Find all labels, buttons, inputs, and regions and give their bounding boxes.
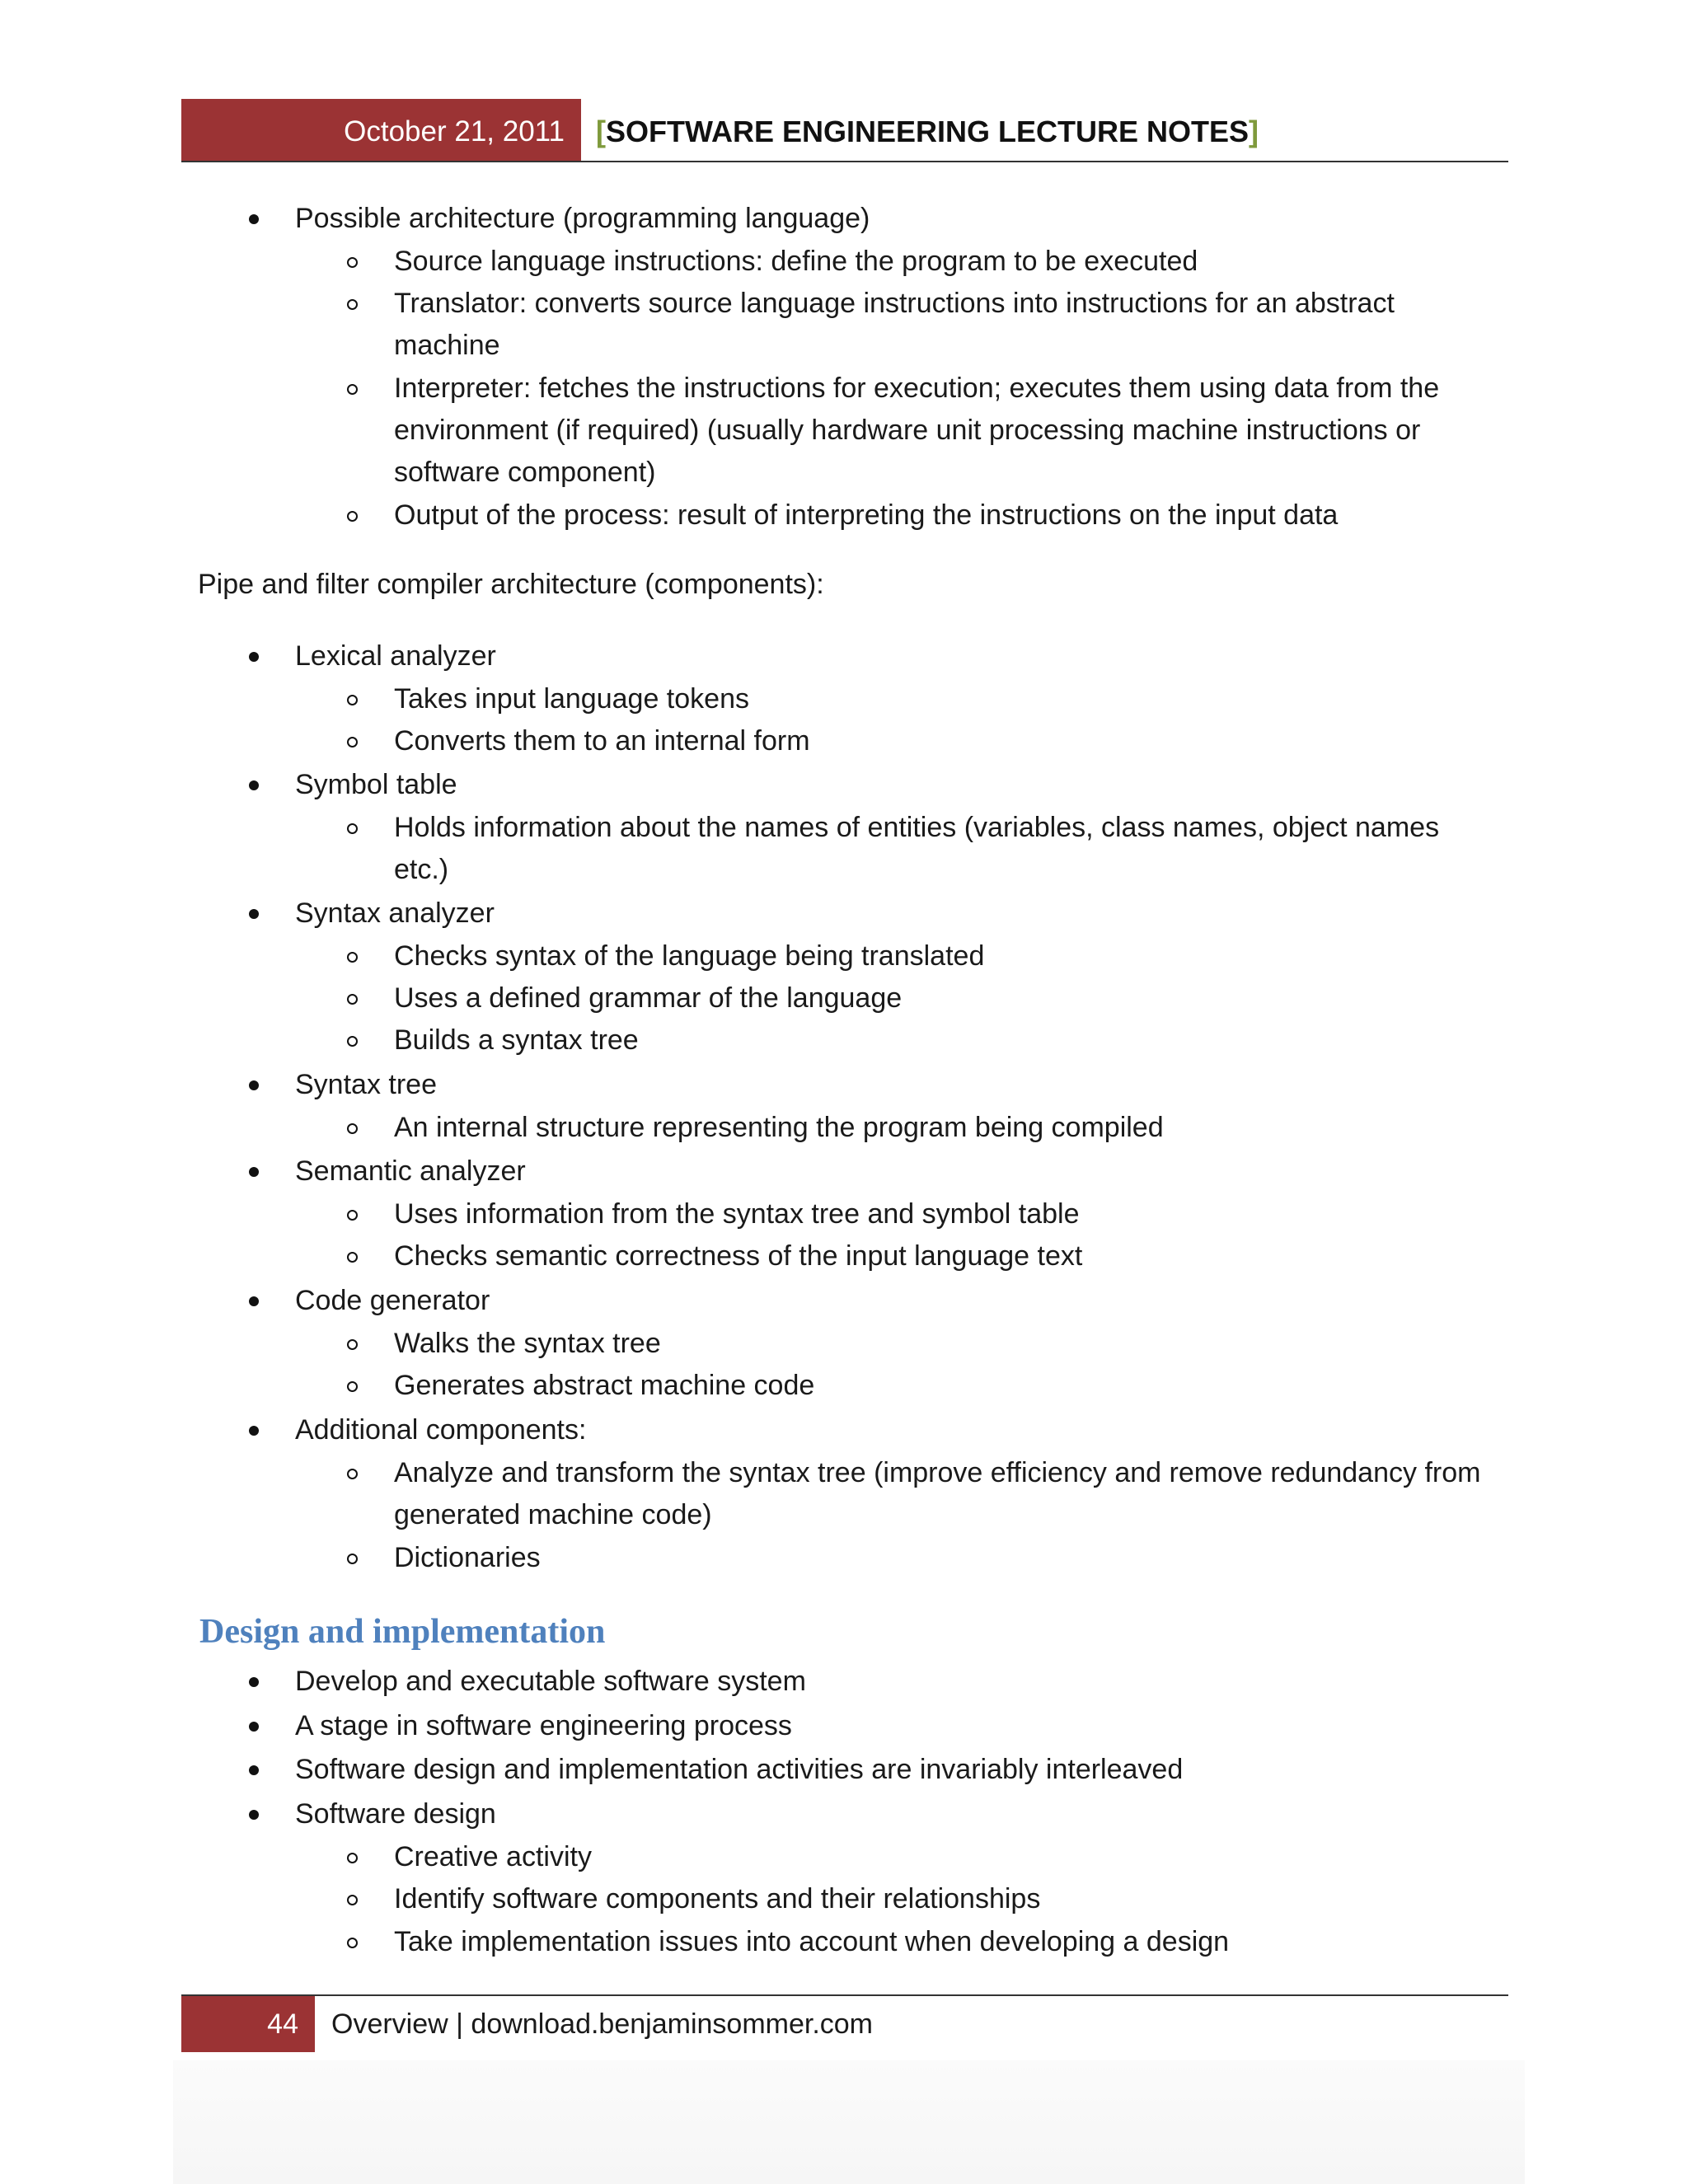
page-number: 44 xyxy=(181,1996,315,2052)
sub-list-item: Source language instructions: define the program to be executed xyxy=(394,246,1198,277)
bullet-icon xyxy=(249,1296,259,1306)
sub-bullet-icon xyxy=(347,299,358,310)
list-item: Software design xyxy=(295,1798,496,1830)
sub-bullet-icon xyxy=(347,1339,358,1350)
sub-bullet-icon xyxy=(347,1938,358,1948)
sub-list-item: Uses information from the syntax tree and symbol table xyxy=(394,1198,1080,1230)
bullet-icon xyxy=(249,1722,259,1732)
bullet-icon xyxy=(249,1677,259,1687)
sub-list-item: Holds information about the names of entities (variables, class names, object names xyxy=(394,812,1440,843)
bullet-icon xyxy=(249,909,259,919)
sub-bullet-icon xyxy=(347,1123,358,1134)
sub-list-item: An internal structure representing the program being compiled xyxy=(394,1112,1164,1143)
title-open-bracket: [ xyxy=(596,115,606,148)
sub-list-item: Output of the process: result of interpreting the instructions on the input data xyxy=(394,499,1339,531)
sub-list-item-continued: etc.) xyxy=(394,854,449,885)
list-item: Syntax tree xyxy=(295,1069,437,1100)
bullet-icon xyxy=(249,1765,259,1775)
sub-list-item-continued: generated machine code) xyxy=(394,1499,712,1530)
page-header xyxy=(181,99,1508,162)
list-item: Code generator xyxy=(295,1285,490,1316)
sub-bullet-icon xyxy=(347,1469,358,1479)
sub-list-item: Converts them to an internal form xyxy=(394,725,810,757)
sub-list-item-continued: machine xyxy=(394,330,500,361)
bullet-icon xyxy=(249,652,259,662)
bullet-icon xyxy=(249,780,259,790)
sub-bullet-icon xyxy=(347,1895,358,1905)
sub-list-item: Interpreter: fetches the instructions for execution; executes them using data from the xyxy=(394,373,1440,404)
sub-bullet-icon xyxy=(347,1381,358,1392)
sub-bullet-icon xyxy=(347,1036,358,1047)
sub-list-item: Analyze and transform the syntax tree (improve efficiency and remove redundancy from xyxy=(394,1457,1481,1488)
bullet-icon xyxy=(249,214,259,224)
bullet-icon xyxy=(249,1810,259,1820)
title-close-bracket: ] xyxy=(1249,115,1259,148)
sub-bullet-icon xyxy=(347,1853,358,1863)
sub-list-item-continued: environment (if required) (usually hardware unit processing machine instructions or xyxy=(394,415,1421,446)
sub-list-item: Uses a defined grammar of the language xyxy=(394,982,903,1014)
sub-list-item: Generates abstract machine code xyxy=(394,1370,815,1401)
sub-bullet-icon xyxy=(347,257,358,268)
sub-list-item: Take implementation issues into account when developing a design xyxy=(394,1926,1230,1957)
sub-bullet-icon xyxy=(347,511,358,522)
sub-list-item: Walks the syntax tree xyxy=(394,1328,661,1359)
list-item: Develop and executable software system xyxy=(295,1666,806,1697)
sub-list-item-continued: software component) xyxy=(394,457,656,488)
sub-bullet-icon xyxy=(347,737,358,748)
sub-list-item: Creative activity xyxy=(394,1841,592,1872)
page-shadow xyxy=(173,2060,1525,2184)
sub-list-item: Takes input language tokens xyxy=(394,683,749,715)
bullet-icon xyxy=(249,1426,259,1436)
paragraph: Pipe and filter compiler architecture (components): xyxy=(198,569,824,600)
sub-bullet-icon xyxy=(347,384,358,395)
header-date: October 21, 2011 xyxy=(181,99,581,161)
list-item: Semantic analyzer xyxy=(295,1155,526,1187)
sub-bullet-icon xyxy=(347,994,358,1005)
sub-bullet-icon xyxy=(347,695,358,705)
list-item: Symbol table xyxy=(295,769,457,800)
bullet-icon xyxy=(249,1167,259,1177)
list-item: Additional components: xyxy=(295,1414,587,1446)
sub-bullet-icon xyxy=(347,1554,358,1564)
sub-bullet-icon xyxy=(347,1210,358,1221)
footer-text: Overview | download.benjaminsommer.com xyxy=(331,2008,873,2040)
sub-bullet-icon xyxy=(347,952,358,963)
sub-list-item: Translator: converts source language instructions into instructions for an abstract xyxy=(394,288,1395,319)
list-item: A stage in software engineering process xyxy=(295,1710,792,1741)
sub-list-item: Dictionaries xyxy=(394,1542,541,1573)
bullet-icon xyxy=(249,1080,259,1090)
list-item: Possible architecture (programming language) xyxy=(295,203,870,234)
document-title xyxy=(596,99,1259,161)
sub-list-item: Checks semantic correctness of the input language text xyxy=(394,1240,1083,1272)
section-heading: Design and implementation xyxy=(199,1613,606,1651)
sub-bullet-icon xyxy=(347,1252,358,1263)
sub-list-item: Identify software components and their relationships xyxy=(394,1883,1041,1915)
sub-bullet-icon xyxy=(347,823,358,834)
list-item: Software design and implementation activities are invariably interleaved xyxy=(295,1754,1184,1785)
list-item: Lexical analyzer xyxy=(295,640,496,672)
sub-list-item: Builds a syntax tree xyxy=(394,1024,639,1056)
list-item: Syntax analyzer xyxy=(295,898,495,929)
sub-list-item: Checks syntax of the language being translated xyxy=(394,940,985,972)
title-text: SOFTWARE ENGINEERING LECTURE NOTES xyxy=(606,115,1250,148)
